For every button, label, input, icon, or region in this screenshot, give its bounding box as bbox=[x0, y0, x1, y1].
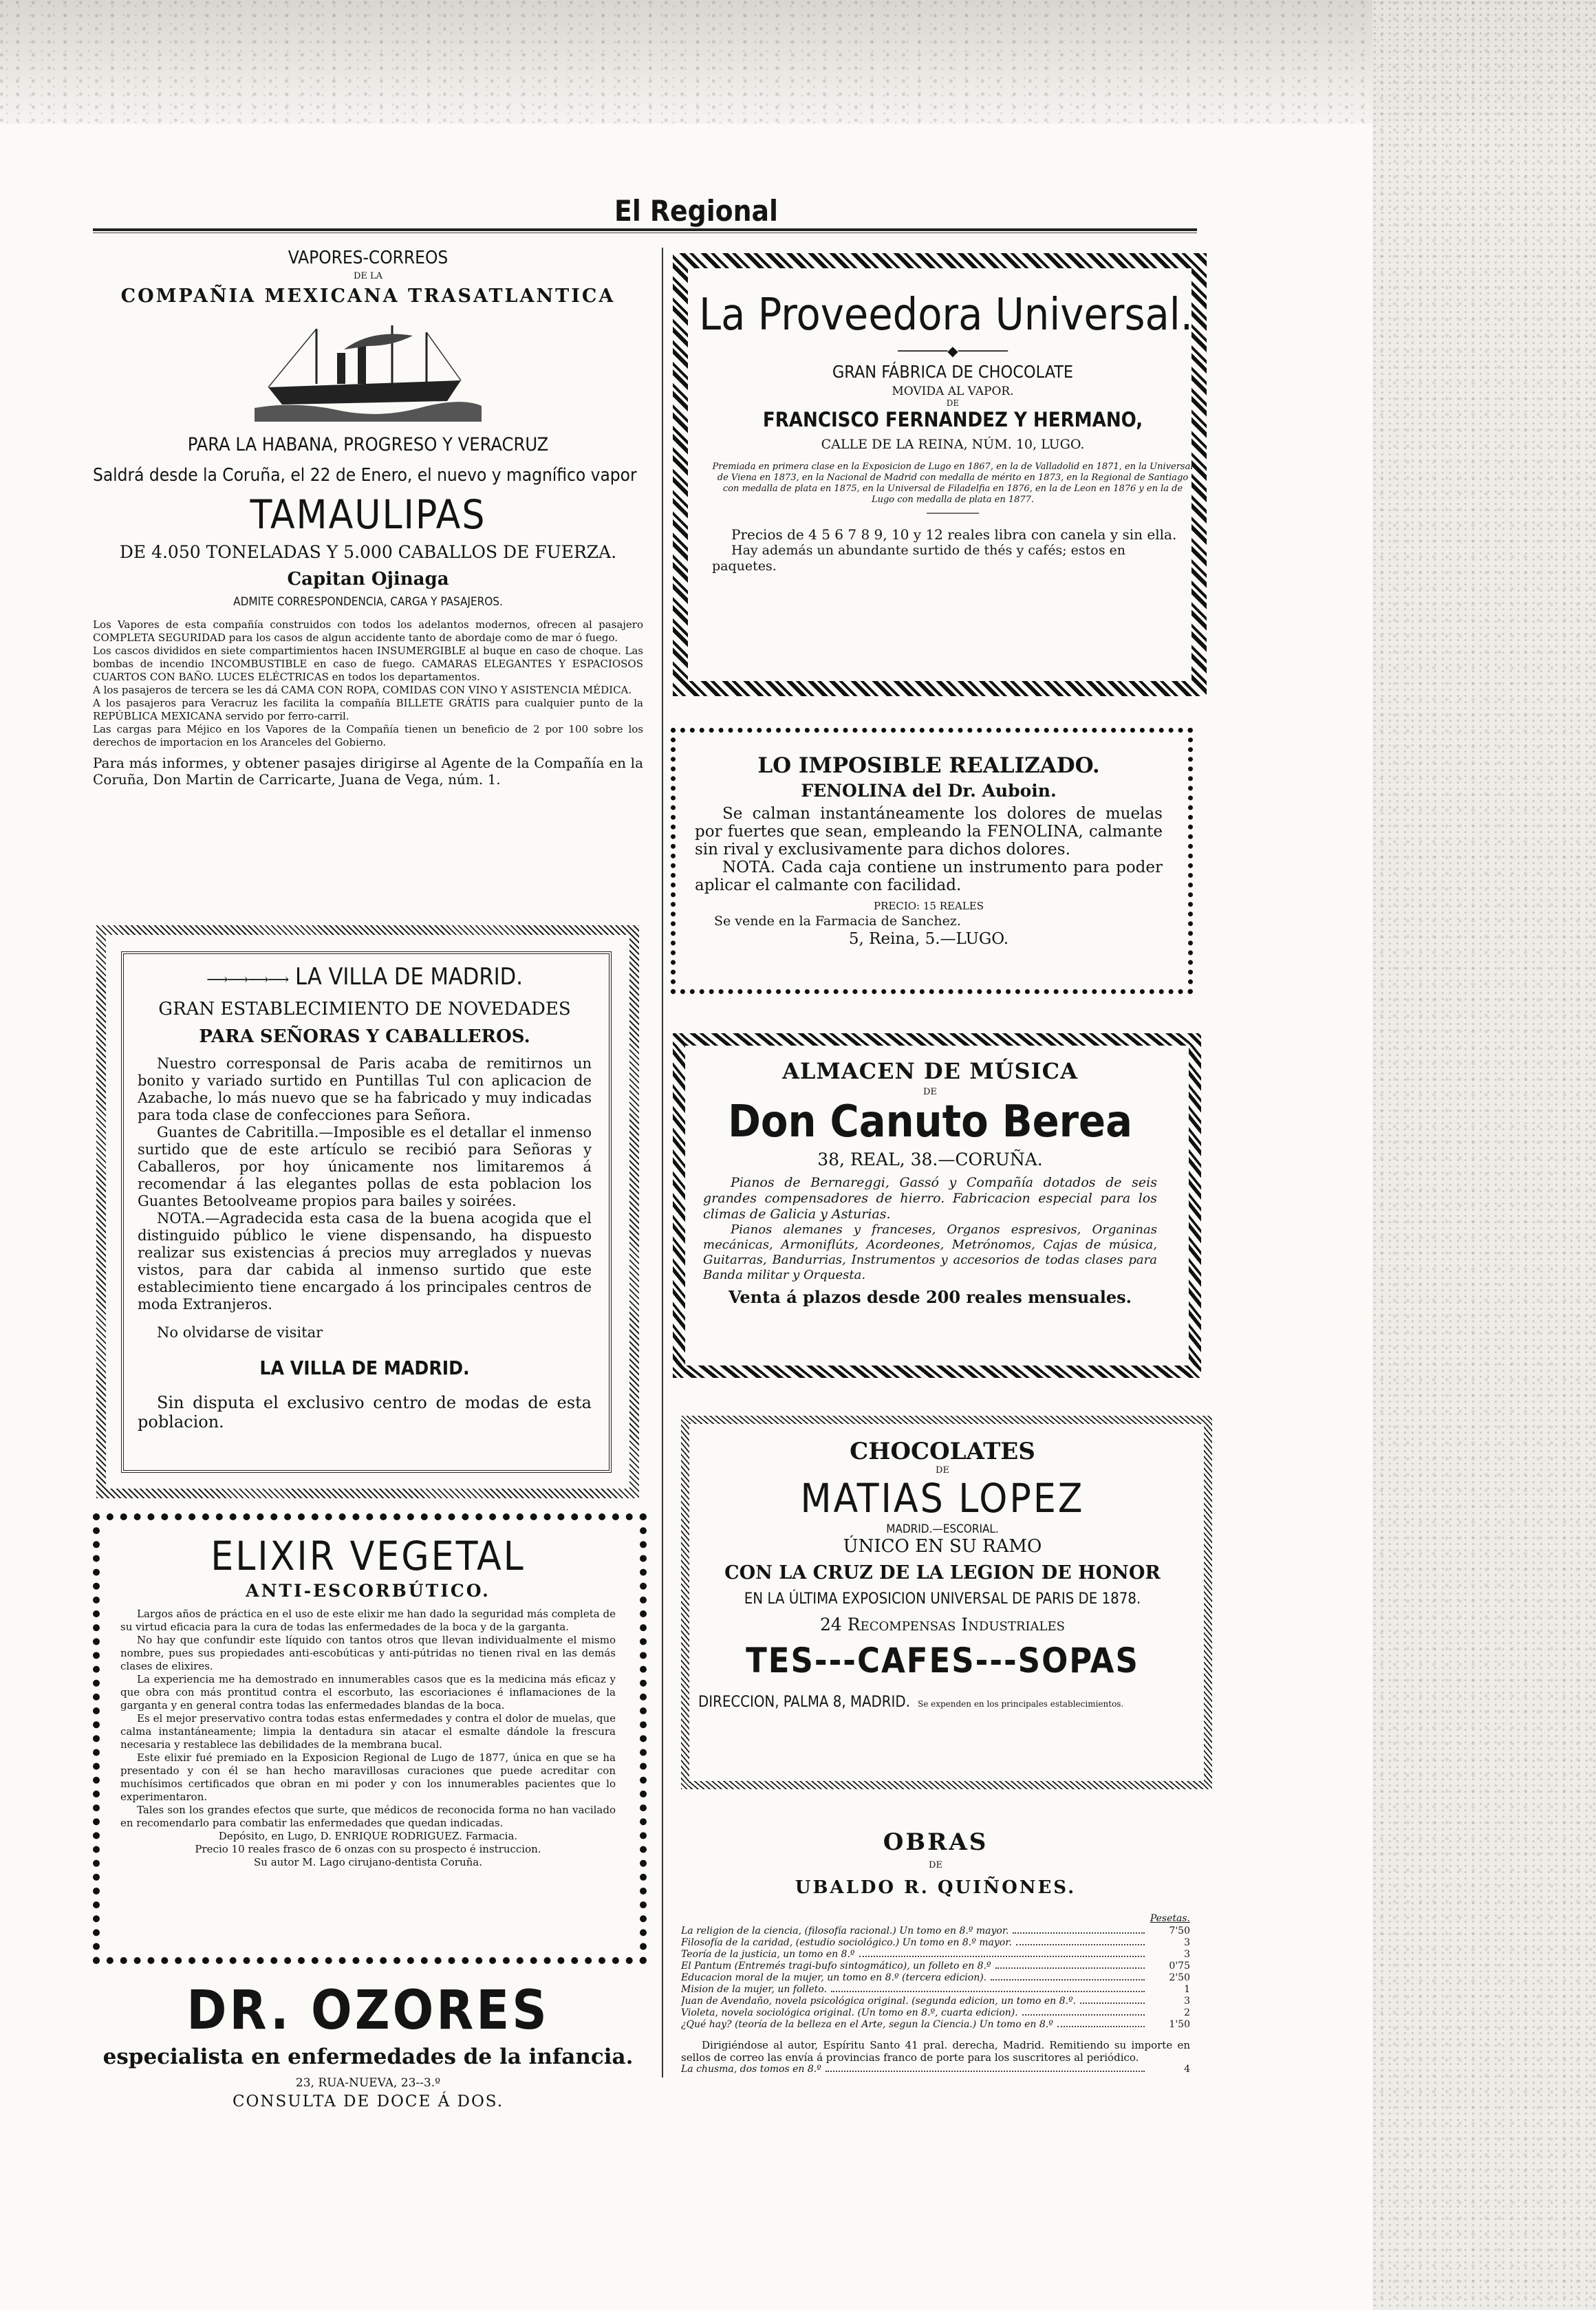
elixir-p4: Es el mejor preservativo contra todas estas enfermedades y contra el dolor de muelas, que calma instantáneamente; limpia la dentadura sin atacar el esmalte dándole la frescura necesaria y restablece las debilidades de la membrana bucal. bbox=[120, 1712, 616, 1751]
vapores-p1: Los Vapores de esta compañía construidos con todos los adelantos modernos, ofrecen al pasajero COMPLETA SEGURIDAD para los casos de algun accidente tanto de abordaje como de mar ó fuego. bbox=[93, 618, 643, 644]
obras-last-leader bbox=[826, 2064, 1145, 2072]
vapores-p4: A los pasajeros para Veracruz les facilita la compañía BILLETE GRÁTIS para cualquier punto de la REPÚBLICA MEXICANA servido por ferro-carril. bbox=[93, 697, 643, 722]
obras-item-row bbox=[681, 1996, 1190, 2007]
ad-proveedora bbox=[699, 289, 1194, 574]
vapores-admits: ADMITE CORRESPONDENCIA, CARGA Y PASAJEROS. bbox=[233, 595, 503, 609]
vapores-route: PARA LA HABANA, PROGRESO Y VERACRUZ bbox=[187, 434, 549, 455]
villa-p3: NOTA.—Agradecida esta casa de la buena acogida que el distinguido público le viene dispensando, ha dispuesto realizar sus existencias á precios muy arreglados y nuevas vistos, para dar cabida al inmenso surtido que este establecimiento tiene encargado á los principales centros de moda Extranjeros. bbox=[138, 1210, 592, 1313]
vapores-p2: Los cascos divididos en siete compartimientos hacen INSUMERGIBLE al buque en caso de choque. Las bombas de incendio INCOMBUSTIBLE en caso de fuego. CAMARAS ELEGANTES Y ESPACIOSOS CUARTOS CON BAÑO. LUCES ELÉCTRICAS en todos los departamentos. bbox=[93, 645, 643, 683]
obras-item-row bbox=[681, 1972, 1190, 1984]
chocolates-awards: 24 Recompensas Industriales bbox=[820, 1615, 1065, 1634]
ad-vapores-correos bbox=[93, 248, 643, 788]
ad-dr-ozores bbox=[93, 1981, 643, 2111]
chocolates-title: CHOCOLATES bbox=[850, 1438, 1035, 1465]
steamship-illustration bbox=[255, 315, 482, 422]
chocolates-dir-row bbox=[698, 1694, 1187, 1711]
ornament-rule-icon: ──────◆────── bbox=[898, 343, 1008, 359]
vapores-line1: VAPORES-CORREOS bbox=[288, 248, 449, 268]
proveedora-l3: DE bbox=[946, 398, 960, 408]
ozores-addr: 23, RUA-NUEVA, 23--3.º bbox=[295, 2076, 441, 2090]
obras-item-title: ¿Qué hay? (teoría de la belleza en el Arte, segun la Ciencia.) Un tomo en 8.º bbox=[681, 2019, 1053, 2030]
imposible-sub: FENOLINA del Dr. Auboin. bbox=[801, 781, 1057, 801]
ad-imposible bbox=[695, 753, 1163, 948]
elixir-title: ELIXIR VEGETAL bbox=[211, 1533, 526, 1579]
villa-p2: Guantes de Cabritilla.—Imposible es el detallar el inmenso surtido que de este artículo se recibió para Señoras y Caballeros, por hoy únicamente nos limitaremos á recomendar á las elegantes pollas de esta poblacion los Guantes Betoolveame propios para bailes y soirées. bbox=[138, 1124, 592, 1209]
elixir-p7: Depósito, en Lugo, D. ENRIQUE RODRIGUEZ. Farmacia. bbox=[218, 1830, 518, 1842]
obras-title: OBRAS bbox=[883, 1828, 989, 1856]
chocolates-expo: EN LA ÚLTIMA EXPOSICION UNIVERSAL DE PARIS DE 1878. bbox=[744, 1590, 1141, 1608]
obras-item-leader bbox=[991, 1972, 1145, 1980]
almacen-addr: 38, REAL, 38.—CORUÑA. bbox=[817, 1149, 1043, 1169]
almacen-p2: Pianos alemanes y franceses, Organos espresivos, Organinas mecánicas, Armoniflúts, Acordeones, Metrónomos, Cajas de música, Guitarras, Bandurrias, Instrumentos y accesorios de todas clases para Banda militar y Orquesta. bbox=[703, 1222, 1157, 1282]
elixir-p1: Largos años de práctica en el uso de este elixir me han dado la seguridad más completa de su virtud eficacia para la cura de todas las enfermedades de la boca y de la garganta. bbox=[120, 1608, 616, 1633]
obras-item-price: 2 bbox=[1184, 2007, 1190, 2018]
obras-item-price: 3 bbox=[1184, 1949, 1190, 1960]
obras-item-leader bbox=[1016, 1937, 1145, 1945]
ad-almacen bbox=[703, 1058, 1157, 1307]
imposible-p1: Se calman instantáneamente los dolores de muelas por fuertes que sean, empleando la FENOLINA, calmante sin rival y exclusivamente para dichos dolores. bbox=[695, 805, 1163, 859]
obras-item-title: Mision de la mujer, un folleto. bbox=[681, 1984, 827, 1995]
imposible-p2: NOTA. Cada caja contiene un instrumento para poder aplicar el calmante con facilidad. bbox=[695, 859, 1163, 894]
obras-item-price: 3 bbox=[1184, 1937, 1190, 1948]
imposible-addr: 5, Reina, 5.—LUGO. bbox=[848, 930, 1009, 948]
vapores-company: COMPAÑIA MEXICANA TRASATLANTICA bbox=[120, 285, 616, 307]
obras-item-row bbox=[681, 1949, 1190, 1961]
vapores-line2: DE LA bbox=[353, 271, 383, 281]
obras-author: UBALDO R. QUIÑONES. bbox=[795, 1877, 1077, 1898]
elixir-p5: Este elixir fué premiado en la Exposicion Regional de Lugo de 1877, única en que se ha presentado y con él se han hecho maravillosas curaciones que puede acreditar con muchísimos certificados que obran en mi poder y con los innumerables pacientes que lo experimentaron. bbox=[120, 1751, 616, 1803]
chocolates-dir: DIRECCION, PALMA 8, MADRID. bbox=[698, 1694, 910, 1711]
obras-item-leader bbox=[1057, 2019, 1145, 2027]
obras-item-leader bbox=[1022, 2007, 1145, 2016]
obras-list bbox=[681, 1925, 1190, 2031]
obras-item-leader bbox=[995, 1961, 1145, 1969]
obras-item-row bbox=[681, 2007, 1190, 2019]
vapores-captain: Capitan Ojinaga bbox=[287, 569, 449, 590]
ozores-hours: CONSULTA DE DOCE Á DOS. bbox=[232, 2093, 504, 2111]
ornament-rule2-icon: ───────── bbox=[927, 508, 979, 519]
ad-chocolates bbox=[698, 1438, 1187, 1711]
ad-obras bbox=[681, 1828, 1190, 2075]
ozores-spec: especialista en enfermedades de la infancia. bbox=[103, 2044, 634, 2069]
scan-edge-right bbox=[1372, 0, 1596, 2310]
proveedora-owner: FRANCISCO FERNANDEZ Y HERMANO, bbox=[762, 408, 1143, 431]
vapores-p5: Las cargas para Méjico en los Vapores de la Compañía tienen un beneficio de 2 por 100 sobre los derechos de importacion en los Aranceles del Gobierno. bbox=[93, 723, 643, 748]
imposible-title: LO IMPOSIBLE REALIZADO. bbox=[757, 753, 1100, 778]
villa-name: LA VILLA DE MADRID. bbox=[259, 1357, 470, 1379]
obras-item-row bbox=[681, 1937, 1190, 1949]
obras-last-row bbox=[681, 2064, 1190, 2075]
elixir-p8: Precio 10 reales frasco de 6 onzas con su prospecto é instruccion. bbox=[195, 1843, 541, 1855]
obras-item-title: La religion de la ciencia, (filosofía racional.) Un tomo en 8.º mayor. bbox=[681, 1925, 1009, 1936]
elixir-p9: Su autor M. Lago cirujano-dentista Coruña. bbox=[254, 1856, 482, 1868]
obras-item-price: 3 bbox=[1184, 1996, 1190, 2007]
obras-item-title: Teoría de la justicia, un tomo en 8.º bbox=[681, 1949, 855, 1960]
obras-item-leader bbox=[859, 1949, 1145, 1957]
obras-item-title: Violeta, novela sociológica original. (Un tomo en 8.º, cuarta edicion). bbox=[681, 2007, 1018, 2018]
obras-item-leader bbox=[1080, 1996, 1145, 2004]
chocolates-cross: CON LA CRUZ DE LA LEGION DE HONOR bbox=[724, 1562, 1161, 1584]
chocolates-city: MADRID.—ESCORIAL. bbox=[886, 1522, 999, 1536]
proveedora-l1: GRAN FÁBRICA DE CHOCOLATE bbox=[832, 362, 1074, 382]
villa-title-row bbox=[138, 963, 592, 991]
elixir-p2: No hay que confundir este líquido con tantos otros que llevan individualmente el mismo nombre, pues sus propiedades anti-escobúticas y anti-pútridas no tienen rival en las demás clases de elixires. bbox=[120, 1634, 616, 1672]
obras-item-price: 0'75 bbox=[1169, 1961, 1190, 1972]
almacen-name: Don Canuto Berea bbox=[728, 1097, 1132, 1147]
almacen-p1: Pianos de Bernareggi, Gassó y Compañía dotados de seis grandes compensadores de hierro. Fabricacion especial para los climas de Galicia y Asturias. bbox=[703, 1175, 1157, 1222]
vapores-tonnage: DE 4.050 TONELADAS Y 5.000 CABALLOS DE FUERZA. bbox=[119, 542, 617, 562]
chocolates-name: MATIAS LOPEZ bbox=[800, 1475, 1085, 1522]
obras-item-price: 1'50 bbox=[1169, 2019, 1190, 2030]
almacen-offer: Venta á plazos desde 200 reales mensuales. bbox=[728, 1287, 1132, 1307]
proveedora-title: La Proveedora Universal. bbox=[699, 290, 1193, 341]
obras-item-price: 2'50 bbox=[1169, 1972, 1190, 1983]
column-divider bbox=[662, 248, 663, 2077]
obras-de: DE bbox=[929, 1860, 942, 1870]
obras-col-head: Pesetas. bbox=[1150, 1913, 1190, 1924]
proveedora-prices: Precios de 4 5 6 7 8 9, 10 y 12 reales libra con canela y sin ella. bbox=[731, 526, 1177, 543]
villa-title: LA VILLA DE MADRID. bbox=[295, 963, 523, 991]
ozores-name: DR. OZORES bbox=[186, 1980, 550, 2042]
obras-item-leader bbox=[831, 1984, 1145, 1992]
obras-note: Dirigiéndose al autor, Espíritu Santo 41 pral. derecha, Madrid. Remitiendo su importe en sellos de correo las envía á provincias franco de porte para los suscritores al periódico. bbox=[681, 2039, 1190, 2064]
obras-last-price: 4 bbox=[1184, 2064, 1190, 2075]
chocolates-de: DE bbox=[936, 1465, 949, 1476]
villa-p5: Sin disputa el exclusivo centro de modas de esta poblacion. bbox=[138, 1393, 592, 1432]
obras-item-price: 1 bbox=[1184, 1984, 1190, 1995]
imposible-price: PRECIO: 15 REALES bbox=[874, 900, 984, 912]
chocolates-unique: ÚNICO EN SU RAMO bbox=[843, 1536, 1042, 1557]
obras-item-row bbox=[681, 1984, 1190, 1996]
chocolates-sold: Se expenden en los principales establecimientos. bbox=[917, 1699, 1124, 1709]
chocolates-products: TES---CAFES---SOPAS bbox=[746, 1641, 1139, 1681]
vapores-intro: Saldrá desde la Coruña, el 22 de Enero, el nuevo y magnífico vapor bbox=[93, 465, 637, 486]
villa-sub2: PARA SEÑORAS Y CABALLEROS. bbox=[199, 1026, 530, 1047]
proveedora-extra: Hay además un abundante surtido de thés y cafés; estos en paquetes. bbox=[712, 543, 1125, 574]
vapores-p6: Para más informes, y obtener pasajes dirigirse al Agente de la Compañía en la Coruña, Don Martin de Carricarte, Juana de Vega, núm. 1. bbox=[93, 755, 643, 788]
vapores-p3: A los pasajeros de tercera se les dá CAMA CON ROPA, COMIDAS CON VINO Y ASISTENCIA MÉDICA. bbox=[93, 684, 632, 696]
proveedora-l2: MOVIDA AL VAPOR. bbox=[892, 385, 1014, 398]
masthead-rule bbox=[93, 228, 1197, 231]
elixir-sub: ANTI-ESCORBÚTICO. bbox=[246, 1581, 490, 1601]
almacen-de: DE bbox=[923, 1087, 937, 1097]
proveedora-awards: Premiada en primera clase en la Exposicion de Lugo en 1867, en la de Valladolid en 1871, en la Universal de Viena en 1873, en la Nacional de Madrid con medalla de mérito en 1873, en la Regional de Santiago con medalla de plata en 1875, en la Universal de Filadelfia en 1876, en la de Leon en 1876 y en la de Lugo con medalla de plata en 1877. bbox=[712, 462, 1194, 505]
villa-p1: Nuestro corresponsal de Paris acaba de remitirnos un bonito y variado surtido en Puntillas Tul con aplicacion de Azabache, lo más nuevo que se ha fabricado y muy indicadas para toda clase de confecciones para Señora. bbox=[138, 1055, 592, 1123]
ad-elixir bbox=[120, 1533, 616, 1869]
obras-item-title: Filosofía de la caridad, (estudio sociológico.) Un tomo en 8.º mayor. bbox=[681, 1937, 1012, 1948]
obras-item-leader bbox=[1013, 1925, 1145, 1934]
obras-item-title: Educacion moral de la mujer, un tomo en 8.º (tercera edicion). bbox=[681, 1972, 987, 1983]
arrow-ornament-icon: ⟶⟶⟶⟶ bbox=[206, 971, 288, 989]
ad-villa-madrid bbox=[138, 963, 592, 1432]
vapores-ship-name: TAMAULIPAS bbox=[250, 491, 486, 538]
obras-item-price: 7'50 bbox=[1169, 1925, 1190, 1936]
villa-p4: No olvidarse de visitar bbox=[157, 1324, 323, 1341]
obras-item-row bbox=[681, 1925, 1190, 1937]
imposible-sold: Se vende en la Farmacia de Sanchez. bbox=[714, 914, 961, 929]
almacen-title: ALMACEN DE MÚSICA bbox=[782, 1058, 1078, 1084]
obras-last-title: La chusma, dos tomos en 8.º bbox=[681, 2064, 821, 2075]
villa-sub1: GRAN ESTABLECIMIENTO DE NOVEDADES bbox=[158, 999, 571, 1019]
obras-item-title: Juan de Avendaño, novela psicológica original. (segunda edicion, un tomo en 8.º. bbox=[681, 1996, 1077, 2007]
masthead-title: El Regional bbox=[614, 194, 778, 228]
elixir-p3: La experiencia me ha demostrado en innumerables casos que es la medicina más eficaz y que obra con más prontitud contra el escorbuto, las escoriaciones é inflamaciones de la garganta y en general contra todas las enfermedades blandas de la boca. bbox=[120, 1673, 616, 1712]
elixir-p6: Tales son los grandes efectos que surte, que médicos de reconocida forma no han vacilado en recomendarlo para combatir las enfermedades que quedan indicadas. bbox=[120, 1804, 616, 1829]
proveedora-addr: CALLE DE LA REINA, NÚM. 10, LUGO. bbox=[821, 437, 1085, 452]
obras-item-row bbox=[681, 1961, 1190, 1972]
obras-item-row bbox=[681, 2019, 1190, 2031]
obras-item-title: El Pantum (Entremés tragi-bufo sintogmático), un folleto en 8.º bbox=[681, 1961, 991, 1972]
